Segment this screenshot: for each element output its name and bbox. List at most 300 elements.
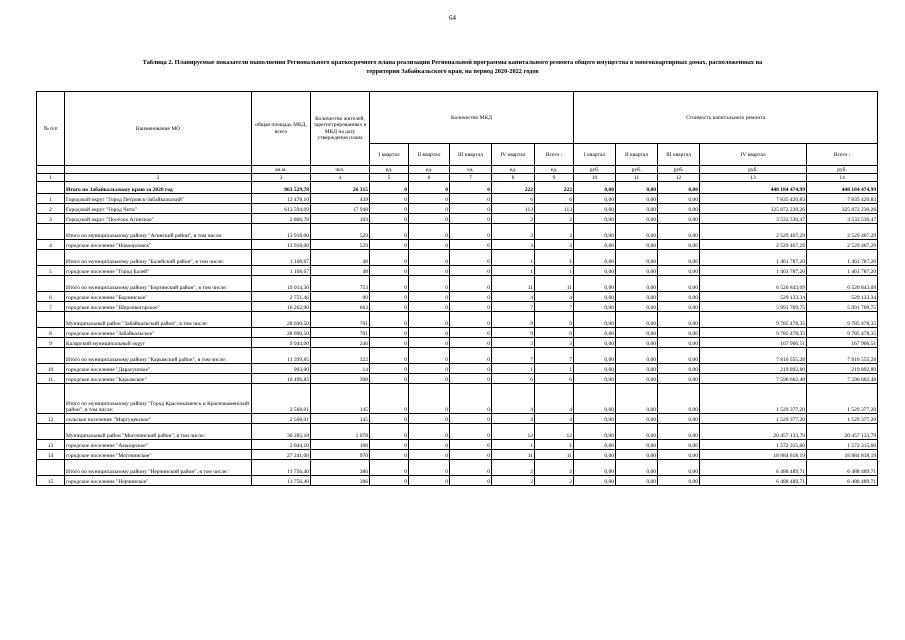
row-total-cost: 325 872 230,26: [807, 204, 878, 214]
row-total-count: 3: [535, 338, 574, 348]
row-residents: 970: [311, 450, 370, 460]
table-row: [37, 440, 878, 450]
capital-repair-table: [36, 91, 878, 486]
row-number: 4: [37, 240, 65, 250]
column-number: 14: [807, 174, 878, 182]
row-q1-cost: 0,00: [574, 182, 616, 194]
row-q4-count: 1: [492, 250, 535, 266]
row-total-cost: 219 892,80: [807, 364, 878, 374]
row-q1-cost: 0,00: [574, 276, 616, 292]
row-total-count: 1: [535, 440, 574, 450]
row-number: 11: [37, 374, 65, 384]
row-q2-count: 0: [409, 214, 450, 224]
row-q1-count: 0: [370, 374, 409, 384]
row-area: 19 014,36: [252, 276, 311, 292]
row-q3-cost: 0,00: [658, 312, 700, 328]
row-q3-count: 0: [450, 414, 492, 424]
row-q2-count: 0: [409, 182, 450, 194]
row-number: 6: [37, 292, 65, 302]
table-row: [37, 348, 878, 364]
row-q2-cost: 0,00: [616, 348, 658, 364]
row-q3-cost: 0,00: [658, 384, 700, 414]
row-q3-count: 0: [450, 374, 492, 384]
row-total-cost: 7 835 420,83: [807, 194, 878, 204]
row-number: 13: [37, 440, 65, 450]
row-area: 863 529,78: [252, 182, 311, 194]
row-q4-cost: 2 529 467,29: [700, 240, 807, 250]
table-row: [37, 302, 878, 312]
row-q2-count: 0: [409, 364, 450, 374]
row-q4-count: 222: [492, 182, 535, 194]
row-q3-count: 0: [450, 338, 492, 348]
row-q4-count: 12: [492, 424, 535, 440]
row-q4-cost: 6 488 489,71: [700, 460, 807, 476]
unit-rub: руб.: [658, 166, 700, 174]
row-q2-cost: 0,00: [616, 374, 658, 384]
row-total-cost: 3 533 530,47: [807, 214, 878, 224]
row-q3-count: 0: [450, 460, 492, 476]
header-num: № п/п: [37, 92, 65, 166]
row-total-cost: 7 816 555,28: [807, 348, 878, 364]
table-row: [37, 450, 878, 460]
row-total-cost: 9 785 478,35: [807, 328, 878, 338]
row-name: городское поселение "Борзинское": [65, 292, 252, 302]
unit-count: ед.: [370, 166, 409, 174]
row-q2-count: 0: [409, 302, 450, 312]
row-q1-count: 0: [370, 214, 409, 224]
row-q4-cost: 7 835 420,83: [700, 194, 807, 204]
row-area: 2 568,01: [252, 414, 311, 424]
header-q3-cost: III квартал: [658, 144, 700, 166]
column-number: 9: [535, 174, 574, 182]
row-area: 613 594,09: [252, 204, 311, 214]
row-total-count: 1: [535, 364, 574, 374]
row-q3-cost: 0,00: [658, 460, 700, 476]
row-q4-cost: 7 596 662,48: [700, 374, 807, 384]
row-q4-cost: 5 991 709,75: [700, 302, 807, 312]
table-row: [37, 460, 878, 476]
row-q1-cost: 0,00: [574, 224, 616, 240]
row-q4-count: 9: [492, 328, 535, 338]
row-q4-count: 1: [492, 266, 535, 276]
header-residents: Количество жителей, зарегистрированных в МКД на дату утверждения плана: [311, 92, 370, 166]
table-row: [37, 240, 878, 250]
row-q2-cost: 0,00: [616, 224, 658, 240]
row-name: городское поселение "Город Балей": [65, 266, 252, 276]
row-q4-cost: 20 457 133,79: [700, 424, 807, 440]
row-q2-cost: 0,00: [616, 440, 658, 450]
row-q3-count: 0: [450, 194, 492, 204]
row-q1-cost: 0,00: [574, 250, 616, 266]
row-q4-count: 11: [492, 276, 535, 292]
row-q1-cost: 0,00: [574, 312, 616, 328]
row-q3-count: 0: [450, 204, 492, 214]
table-row: [37, 328, 878, 338]
row-q1-cost: 0,00: [574, 476, 616, 486]
row-q4-cost: 1 572 315,60: [700, 440, 807, 450]
row-residents: 108: [311, 440, 370, 450]
row-residents: 48: [311, 266, 370, 276]
row-q1-count: 0: [370, 224, 409, 240]
row-q4-cost: 1 529 377,20: [700, 414, 807, 424]
row-q2-count: 0: [409, 204, 450, 214]
column-number: 6: [409, 174, 450, 182]
row-total-cost: 1 461 787,20: [807, 250, 878, 266]
row-q2-cost: 0,00: [616, 250, 658, 266]
row-number: 14: [37, 450, 65, 460]
row-q1-cost: 0,00: [574, 414, 616, 424]
row-total-count: 222: [535, 182, 574, 194]
row-number: 12: [37, 414, 65, 424]
row-q3-cost: 0,00: [658, 250, 700, 266]
row-q1-count: 0: [370, 302, 409, 312]
row-q2-cost: 0,00: [616, 204, 658, 214]
row-q1-count: 0: [370, 460, 409, 476]
row-total-count: 2: [535, 460, 574, 476]
row-total-cost: 7 596 662,48: [807, 374, 878, 384]
row-q2-cost: 0,00: [616, 312, 658, 328]
header-q2-cost: II квартал: [616, 144, 658, 166]
row-q2-count: 0: [409, 276, 450, 292]
row-q1-cost: 0,00: [574, 460, 616, 476]
row-q3-count: 0: [450, 240, 492, 250]
row-name: Городской округ "Посёлок Агинское": [65, 214, 252, 224]
row-residents: 308: [311, 374, 370, 384]
row-q3-count: 0: [450, 292, 492, 302]
row-number: [37, 312, 65, 328]
row-q4-count: 7: [492, 348, 535, 364]
row-q1-count: 0: [370, 476, 409, 486]
row-name: Муниципальный район "Забайкальский район", в том числе:: [65, 312, 252, 328]
row-number: [37, 250, 65, 266]
row-name: городское поселение "Могочинское": [65, 450, 252, 460]
row-total-cost: 167 906,51: [807, 338, 878, 348]
row-q1-cost: 0,00: [574, 364, 616, 374]
unit-area: кв.м.: [252, 166, 311, 174]
row-name: Итого по муниципальному району "Борзинский район", в том числе:: [65, 276, 252, 292]
row-number: 8: [37, 328, 65, 338]
row-q4-count: 4: [492, 414, 535, 424]
row-q3-count: 0: [450, 450, 492, 460]
row-name: Итого по муниципальному району "Карымский район", в том числе:: [65, 348, 252, 364]
row-q4-count: 3: [492, 240, 535, 250]
row-q1-cost: 0,00: [574, 348, 616, 364]
row-area: 2 751,46: [252, 292, 311, 302]
unit-count: ед.: [409, 166, 450, 174]
row-name: Городской округ "Город Чита": [65, 204, 252, 214]
row-area: 2 866,78: [252, 214, 311, 224]
column-number: 3: [252, 174, 311, 182]
row-residents: 17 948: [311, 204, 370, 214]
row-q1-cost: 0,00: [574, 424, 616, 440]
row-residents: 145: [311, 384, 370, 414]
row-q4-count: 7: [492, 302, 535, 312]
row-q4-cost: 1 461 787,20: [700, 266, 807, 276]
row-name: Муниципальный район "Могочинский район", в том числе:: [65, 424, 252, 440]
header-area: общая площадь МКД, всего: [252, 92, 311, 166]
row-total-count: 4: [535, 292, 574, 302]
row-q4-cost: 9 785 478,35: [700, 312, 807, 328]
row-q3-cost: 0,00: [658, 328, 700, 338]
table-row: [37, 384, 878, 414]
row-q2-count: 0: [409, 194, 450, 204]
column-numbers-row: [37, 174, 878, 182]
row-q3-count: 0: [450, 224, 492, 240]
row-total-cost: 20 457 133,79: [807, 424, 878, 440]
table-body: [37, 182, 878, 486]
row-area: 27 241,08: [252, 450, 311, 460]
row-q3-cost: 0,00: [658, 450, 700, 460]
row-total-count: 2: [535, 214, 574, 224]
table-row: [37, 194, 878, 204]
unit-rub: руб.: [700, 166, 807, 174]
row-residents: 701: [311, 312, 370, 328]
row-residents: 529: [311, 224, 370, 240]
row-q3-count: 0: [450, 364, 492, 374]
row-number: [37, 348, 65, 364]
row-total-count: 7: [535, 348, 574, 364]
row-q2-cost: 0,00: [616, 328, 658, 338]
row-total-cost: 1 572 315,60: [807, 440, 878, 450]
row-area: 10 496,85: [252, 374, 311, 384]
row-q3-cost: 0,00: [658, 302, 700, 312]
row-q2-count: 0: [409, 476, 450, 486]
row-number: [37, 224, 65, 240]
header-name: Наименование МО: [65, 92, 252, 166]
row-total-count: 1: [535, 250, 574, 266]
row-number: [37, 182, 65, 194]
table-title-line1: Таблица 2. Планируемые показатели выполнения Регионального краткосрочного плана реализации Региональной программы капитального ремонта общего имущества в многоквартирных домах, расположенных на: [142, 59, 763, 66]
header-q1-cost: I квартал: [574, 144, 616, 166]
row-total-count: 9: [535, 312, 574, 328]
row-total-cost: 1 529 377,20: [807, 414, 878, 424]
row-q2-cost: 0,00: [616, 338, 658, 348]
header-total-count: Всего :: [535, 144, 574, 166]
table-header: [37, 92, 878, 182]
row-residents: 48: [311, 250, 370, 266]
row-q2-count: 0: [409, 450, 450, 460]
table-row: [37, 424, 878, 440]
row-area: 28 690,50: [252, 312, 311, 328]
row-q3-count: 0: [450, 348, 492, 364]
row-q2-count: 0: [409, 374, 450, 384]
row-q1-count: 0: [370, 204, 409, 214]
row-residents: 439: [311, 194, 370, 204]
row-name: городское поселение "Карымское": [65, 374, 252, 384]
row-q3-cost: 0,00: [658, 204, 700, 214]
row-q2-count: 0: [409, 460, 450, 476]
row-number: 9: [37, 338, 65, 348]
row-q3-cost: 0,00: [658, 338, 700, 348]
row-q4-cost: 2 529 467,29: [700, 224, 807, 240]
units-row: [37, 166, 878, 174]
row-q3-count: 0: [450, 384, 492, 414]
row-q1-count: 0: [370, 250, 409, 266]
table-total-row: [37, 182, 878, 194]
row-q2-count: 0: [409, 224, 450, 240]
row-number: [37, 384, 65, 414]
row-q2-count: 0: [409, 240, 450, 250]
row-q2-cost: 0,00: [616, 424, 658, 440]
row-q2-cost: 0,00: [616, 450, 658, 460]
row-name: Итого по муниципальному району "Нерчинский район", в том числе:: [65, 460, 252, 476]
column-number: 4: [311, 174, 370, 182]
row-q4-cost: 529 133,34: [700, 292, 807, 302]
header-q1-count: I квартал: [370, 144, 409, 166]
row-name: городское поселение "Новоорловск": [65, 240, 252, 250]
row-q1-cost: 0,00: [574, 214, 616, 224]
row-residents: 246: [311, 338, 370, 348]
table-row: [37, 266, 878, 276]
row-q2-cost: 0,00: [616, 384, 658, 414]
row-q1-count: 0: [370, 348, 409, 364]
row-q3-cost: 0,00: [658, 476, 700, 486]
table-row: [37, 364, 878, 374]
row-residents: 1 078: [311, 424, 370, 440]
row-residents: 753: [311, 276, 370, 292]
row-total-cost: 2 529 467,29: [807, 240, 878, 250]
row-number: 10: [37, 364, 65, 374]
row-q4-cost: 167 906,51: [700, 338, 807, 348]
header-q2-count: II квартал: [409, 144, 450, 166]
row-total-count: 9: [535, 328, 574, 338]
row-total-cost: 1 529 377,20: [807, 384, 878, 414]
column-number: 8: [492, 174, 535, 182]
row-number: 7: [37, 302, 65, 312]
row-residents: 701: [311, 328, 370, 338]
header-q3-count: III квартал: [450, 144, 492, 166]
row-q3-cost: 0,00: [658, 214, 700, 224]
row-residents: 90: [311, 292, 370, 302]
row-q4-cost: 9 785 478,35: [700, 328, 807, 338]
unit-rub: руб.: [574, 166, 616, 174]
column-number: 5: [370, 174, 409, 182]
row-q2-count: 0: [409, 414, 450, 424]
row-number: 1: [37, 194, 65, 204]
row-total-count: 4: [535, 384, 574, 414]
row-total-count: 3: [535, 240, 574, 250]
row-q3-count: 0: [450, 182, 492, 194]
row-q1-count: 0: [370, 240, 409, 250]
row-q2-count: 0: [409, 312, 450, 328]
row-residents: 26 315: [311, 182, 370, 194]
row-q1-cost: 0,00: [574, 194, 616, 204]
unit-count: ед.: [535, 166, 574, 174]
row-q4-count: 6: [492, 194, 535, 204]
row-name: городское поселение "Нерчинское": [65, 476, 252, 486]
row-q1-count: 0: [370, 384, 409, 414]
header-cost: Стоимость капитального ремонта: [574, 92, 878, 144]
table-row: [37, 476, 878, 486]
row-total-count: 7: [535, 302, 574, 312]
row-q4-cost: 3 533 530,47: [700, 214, 807, 224]
table-title: [16, 58, 889, 76]
row-q3-cost: 0,00: [658, 364, 700, 374]
row-total-count: 113: [535, 204, 574, 214]
row-q3-cost: 0,00: [658, 292, 700, 302]
row-q1-count: 0: [370, 450, 409, 460]
row-total-count: 12: [535, 424, 574, 440]
row-q2-count: 0: [409, 440, 450, 450]
row-q1-count: 0: [370, 312, 409, 328]
header-total-cost: Всего :: [807, 144, 878, 166]
row-q4-count: 2: [492, 460, 535, 476]
table-row: [37, 276, 878, 292]
row-q2-count: 0: [409, 266, 450, 276]
header-q4-cost: IV квартал: [700, 144, 807, 166]
row-q3-count: 0: [450, 250, 492, 266]
row-q1-cost: 0,00: [574, 374, 616, 384]
page-number: 64: [449, 14, 456, 22]
row-name: сельское поселение "Маргуцекское": [65, 414, 252, 424]
row-residents: 386: [311, 476, 370, 486]
row-number: [37, 276, 65, 292]
row-q3-count: 0: [450, 276, 492, 292]
row-area: 3 044,10: [252, 440, 311, 450]
row-total-count: 6: [535, 194, 574, 204]
row-name: Городской округ "Город Петровск-Забайкальский": [65, 194, 252, 204]
row-q3-count: 0: [450, 302, 492, 312]
row-q3-cost: 0,00: [658, 240, 700, 250]
row-q4-count: 9: [492, 312, 535, 328]
row-q2-count: 0: [409, 348, 450, 364]
row-q1-count: 0: [370, 328, 409, 338]
row-q3-cost: 0,00: [658, 194, 700, 204]
row-q4-cost: 1 461 787,20: [700, 250, 807, 266]
row-q3-cost: 0,00: [658, 414, 700, 424]
row-q4-cost: 6 520 843,09: [700, 276, 807, 292]
row-total-count: 11: [535, 276, 574, 292]
row-area: 11 756,40: [252, 476, 311, 486]
row-area: 1 108,67: [252, 266, 311, 276]
row-total-cost: 529 133,34: [807, 292, 878, 302]
row-q4-count: 4: [492, 384, 535, 414]
row-q4-cost: 1 529 377,20: [700, 384, 807, 414]
row-q2-cost: 0,00: [616, 240, 658, 250]
row-total-count: 3: [535, 224, 574, 240]
row-q4-cost: 18 884 818,19: [700, 450, 807, 460]
row-name: городское поселение "Амазарское": [65, 440, 252, 450]
row-area: 12 478,10: [252, 194, 311, 204]
row-q4-cost: 219 892,80: [700, 364, 807, 374]
row-q4-count: 6: [492, 374, 535, 384]
table-row: [37, 250, 878, 266]
row-q3-cost: 0,00: [658, 224, 700, 240]
row-q2-cost: 0,00: [616, 476, 658, 486]
row-q4-cost: 325 872 230,26: [700, 204, 807, 214]
row-q1-cost: 0,00: [574, 204, 616, 214]
row-residents: 663: [311, 302, 370, 312]
row-total-cost: 448 184 474,99: [807, 182, 878, 194]
unit-people: чел.: [311, 166, 370, 174]
table-row: [37, 214, 878, 224]
row-area: 11 756,40: [252, 460, 311, 476]
row-q1-cost: 0,00: [574, 440, 616, 450]
row-name: Итого по муниципальному району "Балейский район", в том числе:: [65, 250, 252, 266]
row-total-count: 4: [535, 414, 574, 424]
row-q1-count: 0: [370, 276, 409, 292]
row-q1-cost: 0,00: [574, 384, 616, 414]
column-number: 1: [37, 174, 65, 182]
row-q1-count: 0: [370, 364, 409, 374]
row-q1-count: 0: [370, 266, 409, 276]
row-total-cost: 6 520 843,09: [807, 276, 878, 292]
row-area: 903,00: [252, 364, 311, 374]
row-q4-cost: 6 488 489,71: [700, 476, 807, 486]
row-q1-cost: 0,00: [574, 338, 616, 348]
row-q4-cost: 448 184 474,99: [700, 182, 807, 194]
row-q4-count: 11: [492, 450, 535, 460]
